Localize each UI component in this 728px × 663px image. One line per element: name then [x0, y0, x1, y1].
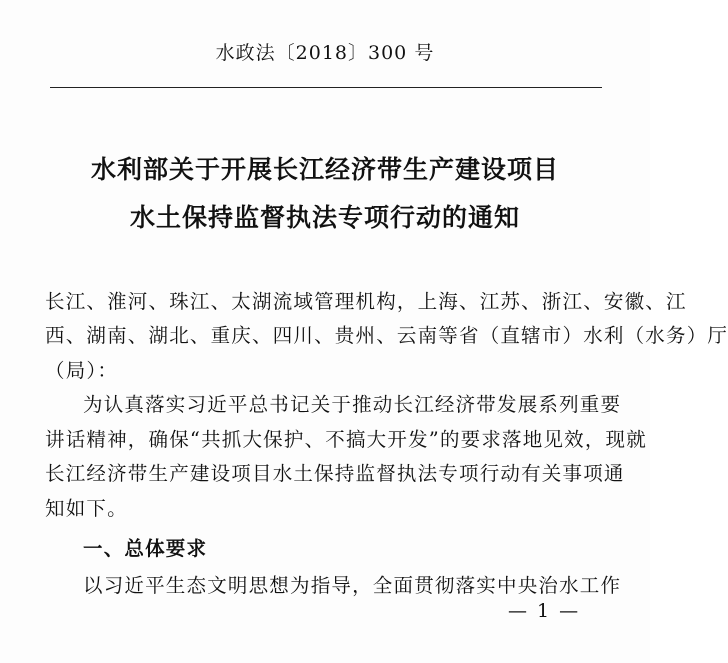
- paragraph-2-line-1: 以习近平生态文明思想为指导，全面贯彻落实中央治水工作: [83, 574, 622, 597]
- paragraph-1-line-2: 讲话精神，确保“共抓大保护、不搞大开发”的要求落地见效，现就: [45, 428, 647, 451]
- page-number: — 1 —: [508, 600, 581, 622]
- addressee-line-2: 西、湖南、湖北、重庆、四川、贵州、云南等省（直辖市）水利（水务）厅: [45, 324, 728, 347]
- addressee-line-3: （局）：: [45, 359, 119, 382]
- header-rule: [50, 87, 602, 88]
- paragraph-1-line-3: 长江经济带生产建设项目水土保持监督执法专项行动有关事项通: [45, 462, 625, 485]
- section-1-heading: 一、总体要求: [83, 537, 208, 560]
- document-title-line-2: 水土保持监督执法专项行动的通知: [129, 203, 520, 232]
- addressee-line-1: 长江、淮河、珠江、太湖流域管理机构，上海、江苏、浙江、安徽、江: [45, 290, 687, 313]
- document-number: 水政法〔2018〕300 号: [215, 42, 435, 64]
- paragraph-1-line-1: 为认真落实习近平总书记关于推动长江经济带发展系列重要: [83, 393, 622, 416]
- document-title-line-1: 水利部关于开展长江经济带生产建设项目: [90, 155, 559, 184]
- paragraph-1-line-4: 知如下。: [45, 497, 128, 520]
